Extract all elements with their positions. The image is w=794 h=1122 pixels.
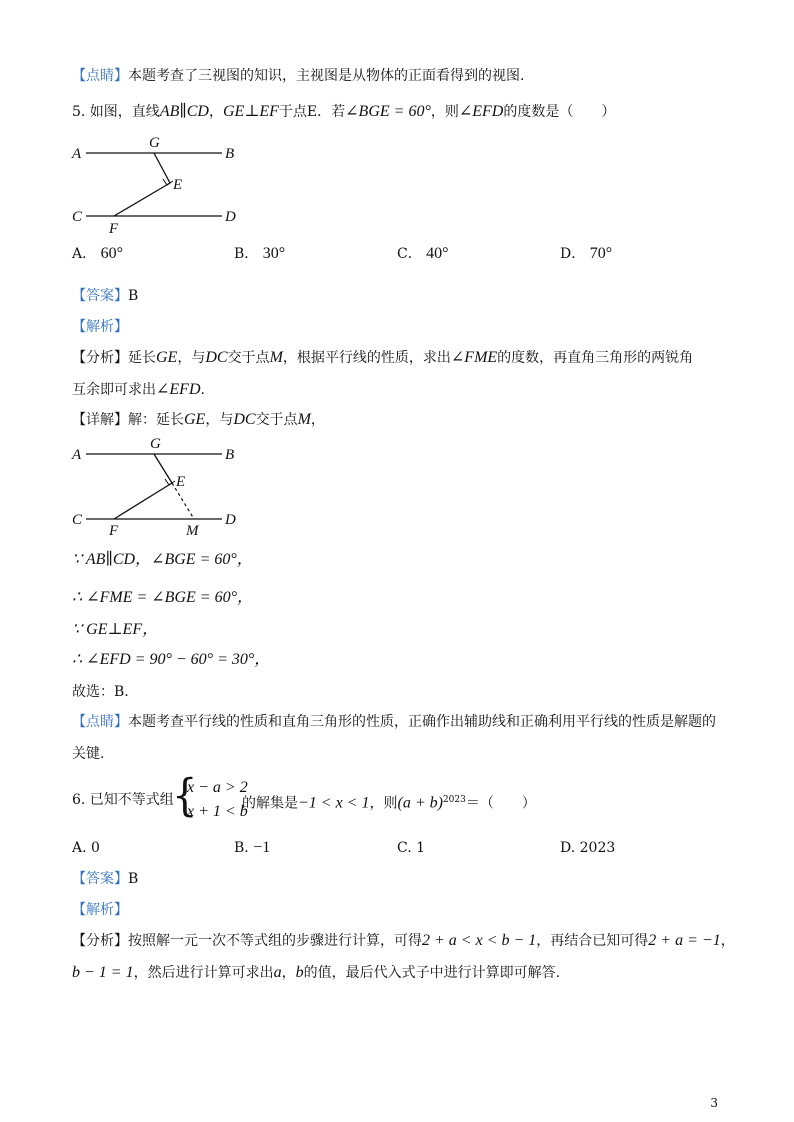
- option-letter: C.: [397, 840, 412, 856]
- q4-note-text: 本题考查了三视图的知识，主视图是从物体的正面看得到的视图.: [128, 68, 525, 84]
- q5-option-a: [72, 244, 123, 264]
- fenxi-a: a: [273, 964, 282, 981]
- answer-tag: 【答案】: [72, 288, 128, 304]
- q5-step-3: ∵ GE⊥EF，: [72, 621, 159, 638]
- q4-note-tag: 【点睛】: [72, 68, 128, 84]
- q5-ge-perp-ef: GE⊥EF: [222, 103, 279, 120]
- option-value: 1: [416, 840, 426, 856]
- fig1-label-c: C: [72, 209, 83, 225]
- xiangjie-m: M: [297, 411, 311, 428]
- q5-angle-bge: ∠BGE = 60°: [345, 103, 431, 120]
- fig1-label-e: E: [173, 177, 183, 193]
- fig2-label-a: A: [72, 447, 82, 463]
- option-letter: D.: [560, 840, 576, 856]
- q5-step-2: ∴ ∠FME = ∠BGE = 60°，: [72, 589, 253, 606]
- fenxi-efd: ∠EFD: [156, 381, 201, 398]
- q5-conclusion: 故选：B.: [72, 684, 129, 700]
- q5-figure-2: [66, 434, 256, 540]
- fig1-label-b: B: [225, 146, 235, 162]
- xiangjie-dc: DC: [233, 411, 256, 428]
- q5-option-c: [397, 244, 449, 264]
- fenxi-ge: GE: [156, 349, 178, 366]
- fenxi-text: 交于点: [227, 350, 270, 366]
- q5-note-line1: [72, 712, 716, 732]
- fenxi-dc: DC: [205, 349, 228, 366]
- fig1-label-d: D: [225, 209, 236, 225]
- fenxi-text: .: [200, 382, 205, 398]
- fig2-label-m: M: [186, 523, 199, 539]
- fenxi-text: ，根据平行线的性质，求出: [282, 350, 451, 366]
- q6-fenxi-line2: [72, 963, 560, 983]
- q6-option-c: [397, 838, 425, 858]
- q5-option-d: [560, 244, 612, 264]
- fenxi-text: ，然后进行计算可求出: [133, 965, 274, 981]
- fenxi-tag: 【分析】: [72, 933, 128, 949]
- answer-value: B: [128, 288, 139, 304]
- option-letter: B.: [234, 840, 249, 856]
- xiangjie-text: ，与: [205, 412, 234, 428]
- fig2-label-g: G: [150, 436, 161, 452]
- xiangjie-text: 解：延长: [128, 412, 184, 428]
- option-value: 2023: [579, 840, 616, 856]
- option-value: −1: [253, 839, 271, 856]
- xiangjie-text: 交于点: [255, 412, 298, 428]
- q6-option-a: [72, 838, 100, 858]
- xiangjie-ge: GE: [184, 411, 206, 428]
- q5-stem-suffix: 的度数是（ ）: [503, 104, 616, 120]
- q5-note-line2: 关键.: [72, 746, 105, 762]
- option-letter: B．: [234, 246, 259, 262]
- fenxi-text: 延长: [128, 350, 156, 366]
- answer-value: B: [128, 871, 139, 887]
- fig1-label-a: A: [72, 146, 82, 162]
- fenxi-eq2: b − 1 = 1: [72, 964, 134, 981]
- q6-solution-set: −1 < x < 1: [298, 794, 370, 812]
- option-value: 30°: [262, 245, 286, 262]
- q5-sep: ，: [208, 104, 223, 120]
- option-letter: A．: [72, 246, 97, 262]
- q5-answer: [72, 286, 138, 306]
- xiangjie-text: ，: [310, 412, 325, 428]
- analysis-tag: 【解析】: [72, 319, 128, 335]
- q6-expr-exp: 2023: [442, 795, 466, 805]
- q6-answer: [72, 869, 138, 889]
- fenxi-text: 按照解一元一次不等式组的步骤进行计算，可得: [128, 933, 422, 949]
- q6-ineq-1: x − a > 2: [187, 779, 248, 796]
- q5-analysis-tag: [72, 317, 128, 337]
- q5-stem-mid2: ，则: [430, 104, 459, 120]
- analysis-tag: 【解析】: [72, 902, 128, 918]
- q5-stem-mid: 于点E．若: [278, 104, 346, 120]
- q5-ab-parallel-cd: AB∥CD: [159, 103, 209, 120]
- fenxi-text: 的值，最后代入式子中进行计算即可解答.: [303, 965, 561, 981]
- q5-option-b: [234, 244, 285, 264]
- page-number: 3: [710, 1096, 718, 1110]
- fenxi-range: 2 + a < x < b − 1: [422, 932, 537, 949]
- option-value: 40°: [426, 245, 449, 262]
- note-text: 本题考查平行线的性质和直角三角形的性质，正确作出辅助线和正确利用平行线的性质是解题的: [128, 714, 716, 730]
- q6-option-d: [560, 838, 615, 858]
- option-letter: C．: [397, 246, 422, 262]
- q5-stem: [72, 102, 615, 122]
- option-value: 0: [91, 840, 100, 856]
- q6-ineq-2: x + 1 < b: [187, 803, 248, 820]
- q6-stem-prefix: 6. 已知不等式组: [72, 792, 174, 808]
- fig2-label-c: C: [72, 512, 83, 528]
- q4-note: [72, 66, 524, 86]
- q5-fenxi-line1: [72, 348, 693, 368]
- answer-tag: 【答案】: [72, 871, 128, 887]
- fenxi-text: ，: [281, 965, 296, 981]
- q6-stem-rest: [242, 790, 536, 814]
- fig2-label-b: B: [225, 447, 235, 463]
- fig1-label-f: F: [109, 221, 119, 237]
- fenxi-text: ，再结合已知可得: [536, 933, 649, 949]
- q5-figure-1: [66, 132, 256, 240]
- fenxi-fme: ∠FME: [450, 349, 498, 366]
- q5-fenxi-line2: [72, 380, 205, 400]
- fenxi-tag: 【分析】: [72, 350, 128, 366]
- option-value: 60°: [100, 245, 123, 262]
- fenxi-text: ，: [720, 933, 735, 949]
- q6-brace: {: [172, 770, 198, 822]
- option-value: 70°: [589, 245, 613, 262]
- q6-stem-mid: 的解集是: [242, 795, 298, 812]
- q6-stem-mid2: ，则: [369, 795, 398, 812]
- q5-stem-prefix: 5. 如图，直线: [72, 104, 160, 120]
- option-letter: A.: [72, 840, 87, 856]
- q5-angle-efd: ∠EFD: [458, 103, 504, 120]
- fig2-label-d: D: [225, 512, 236, 528]
- fenxi-b: b: [295, 964, 304, 981]
- fenxi-eq1: 2 + a = −1: [648, 932, 721, 949]
- fenxi-text: ，与: [177, 350, 206, 366]
- q6-option-b: [234, 838, 270, 858]
- fenxi-text: 互余即可求出: [72, 382, 156, 398]
- xiangjie-tag: 【详解】: [72, 412, 128, 428]
- option-letter: D．: [560, 246, 586, 262]
- q6-analysis-tag: [72, 900, 128, 920]
- fig2-label-f: F: [109, 523, 119, 539]
- q5-xiangjie: [72, 410, 325, 430]
- fig1-label-g: G: [149, 135, 160, 151]
- note-tag: 【点睛】: [72, 714, 128, 730]
- fig2-label-e: E: [176, 474, 186, 490]
- q6-fenxi-line1: [72, 931, 735, 951]
- q5-step-4: ∴ ∠EFD = 90° − 60° = 30°，: [72, 651, 271, 668]
- q6-expr-base: (a + b): [397, 794, 443, 812]
- q6-stem-suffix: ＝（ ）: [465, 795, 536, 812]
- fenxi-text: 的度数，再直角三角形的两锐角: [497, 350, 694, 366]
- fenxi-m: M: [269, 349, 283, 366]
- q5-step-1: ∵ AB∥CD，∠BGE = 60°，: [72, 551, 253, 568]
